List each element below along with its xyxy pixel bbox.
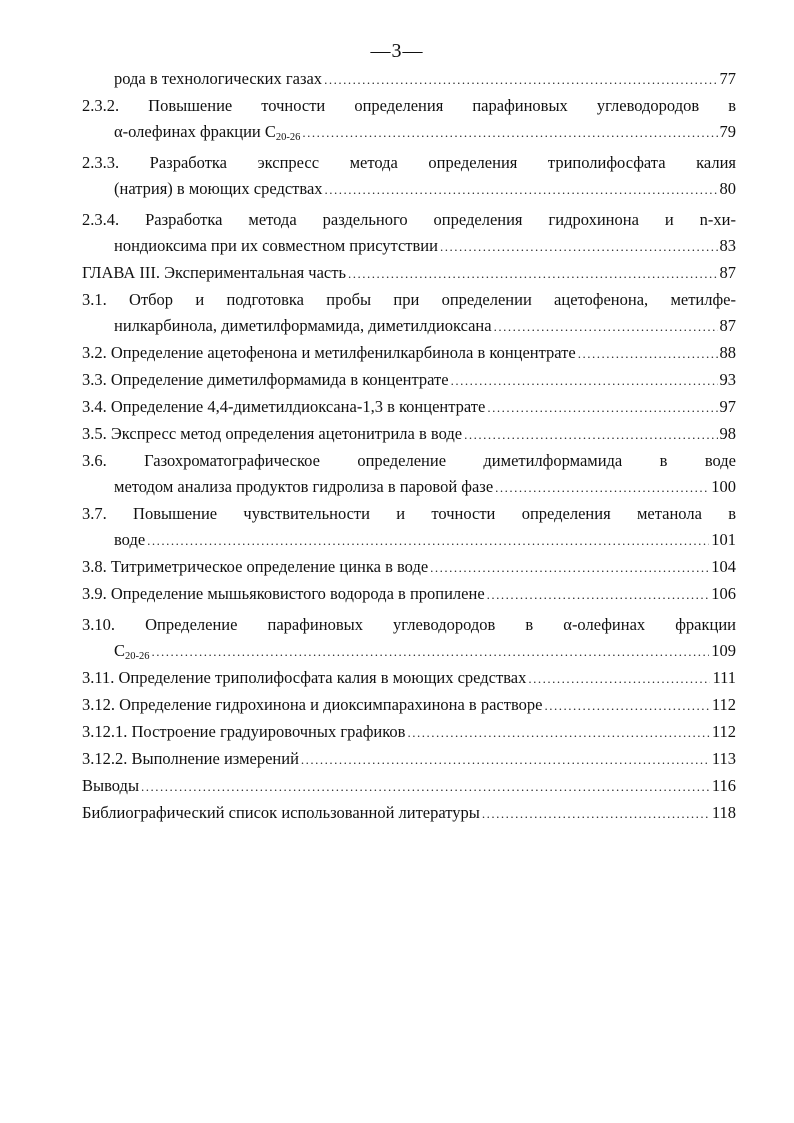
- toc-entry-page: 97: [719, 397, 736, 416]
- toc-entry-page: 83: [719, 236, 736, 255]
- dot-leader: [464, 422, 717, 448]
- toc-entry-page: 88: [719, 343, 736, 362]
- toc-entry: [82, 665, 736, 692]
- dot-leader: [152, 639, 710, 665]
- dot-leader: [495, 475, 709, 501]
- toc-entry-page: 77: [719, 69, 736, 88]
- toc-entry: [82, 421, 736, 448]
- toc-entry-title-cont: $C_{20-26}$: [114, 641, 150, 662]
- toc-entry-page: 116: [711, 776, 736, 795]
- toc-entry: [82, 692, 736, 719]
- dot-leader: [430, 555, 709, 581]
- toc-entry-page: 113: [711, 749, 736, 768]
- toc-entry: [82, 93, 736, 146]
- toc-entry-title: 3.1. Отбор и подготовка пробы при определении ацетофенона, метилфе-: [82, 290, 736, 309]
- toc-entry: [82, 448, 736, 501]
- toc-entry-page: 111: [712, 668, 736, 687]
- dot-leader: [147, 528, 709, 554]
- toc-entry-title: 3.5. Экспресс метод определения ацетонитрила в воде: [82, 424, 463, 443]
- subscript: 20-26: [275, 132, 301, 143]
- toc-entry-title: 3.9. Определение мышьяковистого водорода в пропилене: [82, 584, 485, 603]
- toc-entry: [82, 719, 736, 746]
- toc-entry-title: 3.12.2. Выполнение измерений: [82, 749, 299, 768]
- toc-entry-title: 3.3. Определение диметилформамида в концентрате: [82, 370, 449, 389]
- toc-entry-page: 100: [711, 477, 736, 496]
- toc-entry-page: 109: [711, 641, 736, 660]
- toc-entry: [82, 66, 736, 93]
- toc-entry-title-cont: α-олефинах фракции $C_{20-26}$: [114, 122, 301, 143]
- toc-entry-title: 3.11. Определение триполифосфата калия в моющих средствах: [82, 668, 527, 687]
- toc-entry-page: 118: [711, 803, 736, 822]
- toc-entry-page: 79: [719, 122, 736, 141]
- toc-entry-page: 87: [719, 263, 736, 282]
- dot-leader: [487, 582, 710, 608]
- toc-entry-title: рода в технологических газах: [114, 69, 323, 88]
- toc-entry-title: 3.8. Титриметрическое определение цинка в воде: [82, 557, 429, 576]
- dot-leader: [578, 341, 718, 367]
- toc-entry: [82, 773, 736, 800]
- toc-entry-title: 3.12. Определение гидрохинона и диоксимпарахинона в растворе: [82, 695, 543, 714]
- toc-entry-page: 106: [711, 584, 736, 603]
- toc-entry-page: 87: [719, 316, 736, 335]
- toc-entry: [82, 150, 736, 203]
- dot-leader: [528, 666, 710, 692]
- dot-leader: [544, 693, 709, 719]
- subscript: 20-26: [125, 651, 150, 662]
- dot-leader: [487, 395, 717, 421]
- toc-entry-title-cont: методом анализа продуктов гидролиза в паровой фазе: [114, 477, 494, 496]
- toc-entry: [82, 554, 736, 581]
- toc-entry: [82, 367, 736, 394]
- toc-entry: [82, 287, 736, 340]
- toc-entry-title: 3.2. Определение ацетофенона и метилфенилкарбинола в концентрате: [82, 343, 576, 362]
- dot-leader: [324, 67, 717, 93]
- toc-entry-page: 104: [711, 557, 736, 576]
- dot-leader: [482, 801, 710, 827]
- toc-entry-title: Выводы: [82, 776, 140, 795]
- dot-leader: [348, 261, 718, 287]
- toc-entry-title-cont: нондиоксима при их совместном присутствии: [114, 236, 438, 255]
- dot-leader: [325, 177, 718, 203]
- toc-entry: [82, 800, 736, 827]
- dot-leader: [440, 234, 718, 260]
- toc-entry-page: 93: [719, 370, 736, 389]
- toc-entry-page: 112: [711, 695, 736, 714]
- toc-entry-title: 3.10. Определение парафиновых углеводородов в α-олефинах фракции: [82, 615, 736, 634]
- toc-entry: [82, 746, 736, 773]
- toc-entry: [82, 260, 736, 287]
- toc-entry-title: 3.7. Повышение чувствительности и точности определения метанола в: [82, 504, 736, 523]
- dot-leader: [141, 774, 710, 800]
- toc-entry-title: 2.3.3. Разработка экспресс метода определения триполифосфата калия: [82, 153, 736, 172]
- table-of-contents: [82, 66, 736, 827]
- toc-entry-title: Библиографический список использованной литературы: [82, 803, 480, 822]
- toc-entry-page: 80: [719, 179, 736, 198]
- toc-entry-title: 2.3.2. Повышение точности определения парафиновых углеводородов в: [82, 96, 736, 115]
- toc-entry-page: 101: [711, 530, 736, 549]
- dot-leader: [494, 314, 718, 340]
- toc-entry: [82, 207, 736, 260]
- toc-entry-title-cont: нилкарбинола, диметилформамида, диметилдиоксана: [114, 316, 492, 335]
- toc-entry: [82, 501, 736, 554]
- dot-leader: [407, 720, 709, 746]
- toc-entry-title: 2.3.4. Разработка метода раздельного определения гидрохинона и n-хи-: [82, 210, 736, 229]
- dot-leader: [302, 120, 717, 146]
- toc-entry-title-cont: воде: [114, 530, 146, 549]
- toc-entry-title-cont: (натрия) в моющих средствах: [114, 179, 323, 198]
- toc-entry-title: 3.6. Газохроматографическое определение диметилформамида в воде: [82, 451, 736, 470]
- dot-leader: [301, 747, 710, 773]
- toc-entry-page: 112: [711, 722, 736, 741]
- toc-entry-title: 3.12.1. Построение градуировочных графиков: [82, 722, 406, 741]
- toc-entry-page: 98: [719, 424, 736, 443]
- toc-entry: [82, 340, 736, 367]
- page-number: —3—: [370, 40, 424, 62]
- toc-entry-title: 3.4. Определение 4,4-диметилдиоксана-1,3 в концентрате: [82, 397, 486, 416]
- toc-entry: [82, 612, 736, 665]
- toc-entry: [82, 394, 736, 421]
- toc-entry-title: ГЛАВА III. Экспериментальная часть: [82, 263, 346, 282]
- dot-leader: [451, 368, 718, 394]
- toc-entry: [82, 581, 736, 608]
